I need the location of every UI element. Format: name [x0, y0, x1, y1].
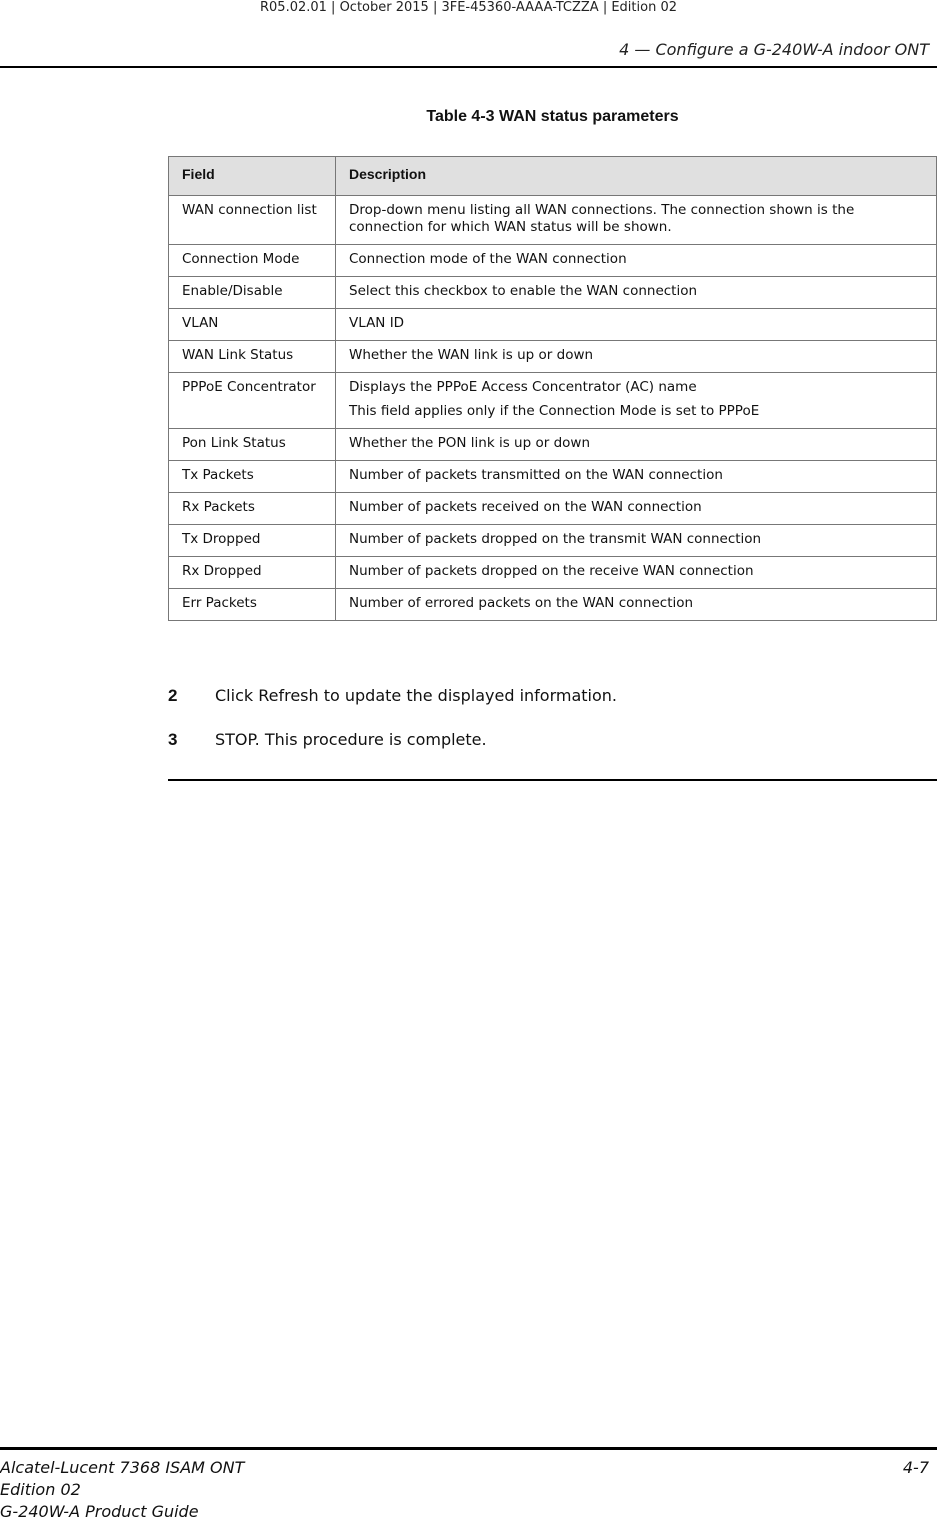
footer-product: Alcatel-Lucent 7368 ISAM ONT	[0, 1458, 245, 1477]
field-cell: Pon Link Status	[169, 429, 336, 461]
field-cell: Err Packets	[169, 589, 336, 621]
step-text: Click Refresh to update the displayed information.	[215, 686, 617, 705]
table-row	[169, 373, 937, 429]
description-text: Number of errored packets on the WAN connection	[349, 595, 694, 611]
field-cell: WAN connection list	[169, 196, 336, 245]
table-row	[169, 525, 937, 557]
field-cell: Enable/Disable	[169, 277, 336, 309]
procedure-steps	[168, 686, 937, 774]
description-text: Whether the PON link is up or down	[349, 435, 590, 451]
description-text: VLAN ID	[349, 315, 405, 331]
description-text: Number of packets received on the WAN connection	[349, 499, 702, 515]
table-body	[169, 196, 937, 621]
description-cell	[336, 341, 937, 373]
description-text: Number of packets dropped on the transmit WAN connection	[349, 531, 762, 547]
footer-divider	[0, 1447, 937, 1450]
column-header-description: Description	[336, 157, 937, 196]
table-row	[169, 245, 937, 277]
description-cell	[336, 245, 937, 277]
description-cell	[336, 429, 937, 461]
table-row	[169, 341, 937, 373]
description-cell	[336, 461, 937, 493]
field-cell: VLAN	[169, 309, 336, 341]
table-row	[169, 309, 937, 341]
step-text: STOP. This procedure is complete.	[215, 730, 487, 749]
wan-status-table	[168, 156, 937, 621]
field-cell: Tx Packets	[169, 461, 336, 493]
footer-guide: G-240W-A Product Guide	[0, 1502, 199, 1521]
description-cell	[336, 309, 937, 341]
field-cell: Connection Mode	[169, 245, 336, 277]
description-text: Select this checkbox to enable the WAN connection	[349, 283, 698, 299]
table-row	[169, 493, 937, 525]
header-divider	[0, 66, 937, 68]
description-text: Number of packets dropped on the receive WAN connection	[349, 563, 754, 579]
step-item	[168, 686, 937, 730]
description-cell	[336, 373, 937, 429]
page-footer	[0, 1457, 929, 1523]
description-text: Number of packets transmitted on the WAN connection	[349, 467, 723, 483]
document-stamp: R05.02.01 | October 2015 | 3FE-45360-AAAA-TCZZA | Edition 02	[260, 0, 677, 15]
step-item	[168, 730, 937, 774]
step-number: 3	[168, 730, 178, 749]
procedure-end-divider	[168, 779, 937, 781]
description-text: This field applies only if the Connection Mode is set to PPPoE	[349, 403, 760, 419]
description-cell	[336, 196, 937, 245]
page-number: 4-7	[902, 1458, 929, 1477]
table-row	[169, 196, 937, 245]
description-cell	[336, 557, 937, 589]
field-cell: Tx Dropped	[169, 525, 336, 557]
description-cell	[336, 589, 937, 621]
field-cell: Rx Packets	[169, 493, 336, 525]
table-header-row	[169, 157, 937, 196]
description-cell	[336, 525, 937, 557]
table-row	[169, 461, 937, 493]
field-cell: Rx Dropped	[169, 557, 336, 589]
table-row	[169, 429, 937, 461]
step-number: 2	[168, 686, 178, 705]
description-cell	[336, 277, 937, 309]
table-caption: Table 4-3 WAN status parameters	[426, 108, 679, 125]
table-row	[169, 589, 937, 621]
description-cell	[336, 493, 937, 525]
table-row	[169, 277, 937, 309]
column-header-field: Field	[169, 157, 336, 196]
field-cell: PPPoE Concentrator	[169, 373, 336, 429]
description-text: Whether the WAN link is up or down	[349, 347, 594, 363]
table-row	[169, 557, 937, 589]
description-text: Connection mode of the WAN connection	[349, 251, 627, 267]
field-cell: WAN Link Status	[169, 341, 336, 373]
footer-edition: Edition 02	[0, 1480, 81, 1499]
description-text: Displays the PPPoE Access Concentrator (AC) name	[349, 379, 697, 395]
description-text: Drop-down menu listing all WAN connections. The connection shown is the connection for which WAN status will be shown.	[349, 202, 855, 235]
chapter-title: 4 — Configure a G-240W-A indoor ONT	[619, 40, 929, 59]
